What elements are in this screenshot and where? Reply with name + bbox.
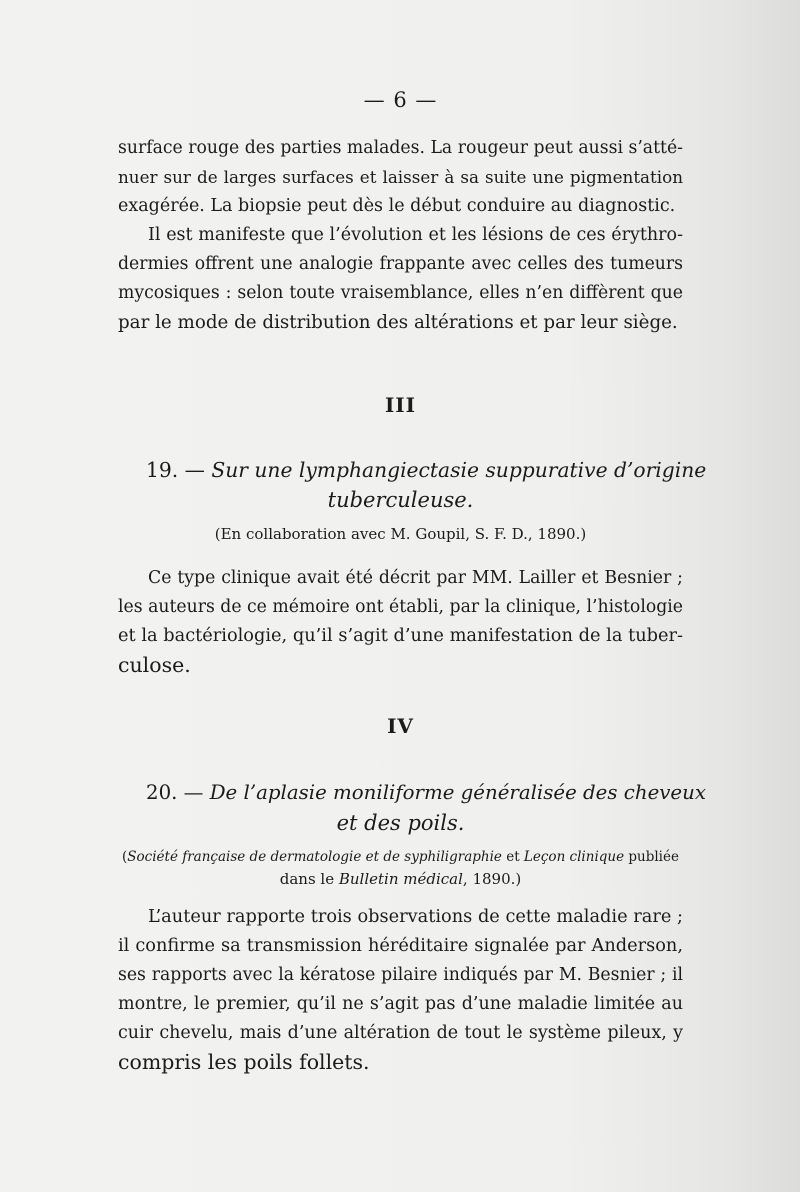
entry-title-line	[118, 778, 706, 808]
text-line: Ce type clinique avait été décrit par MM. Lailler et Besnier ;	[148, 568, 683, 588]
intro-paragraph	[118, 134, 683, 221]
entry-title-text: De l’aplasie moniliforme généralisée des cheveux	[209, 781, 706, 804]
text-line: et la bactériologie, qu’il s’agit d’une manifestation de la tuber-	[118, 626, 683, 646]
text-line: ses rapports avec la kératose pilaire indiqués par M. Besnier ; il	[118, 965, 683, 985]
text-line: surface rouge des parties malades. La rougeur peut aussi s’atté-	[118, 138, 683, 158]
section-numeral-iv: IV	[387, 714, 414, 738]
note-line: dans le Bulletin médical, 1890.)	[279, 870, 522, 888]
text-line: culose.	[118, 653, 191, 677]
section-numeral-iii: III	[384, 393, 417, 417]
analogy-paragraph	[118, 221, 683, 337]
text-line: cuir chevelu, mais d’une altération de tout le système pileux, y	[118, 1023, 683, 1043]
entry-20-title	[118, 778, 706, 838]
entry-20-note	[118, 846, 683, 890]
text-line: L’auteur rapporte trois observations de cette maladie rare ;	[148, 907, 683, 927]
text-line: Il est manifeste que l’évolution et les lésions de ces érythro-	[148, 225, 683, 245]
text-line: mycosiques : selon toute vraisemblance, elles n’en diffèrent que	[118, 283, 683, 303]
text-line: dermies offrent une analogie frappante avec celles des tumeurs	[118, 254, 683, 274]
note-italic: Leçon clinique	[523, 849, 625, 865]
text-line: montre, le premier, qu’il ne s’agit pas d’une maladie limitée au	[118, 994, 683, 1014]
entry-title-line	[118, 455, 707, 485]
entry-title-line: tuberculeuse.	[327, 488, 474, 512]
text-line: exagérée. La biopsie peut dès le début conduire au diagnostic.	[118, 196, 676, 216]
entry-20-body	[118, 903, 683, 1077]
text-line: les auteurs de ce mémoire ont établi, par la clinique, l’histologie	[118, 597, 683, 617]
entry-title-text: Sur une lymphangiectasie suppurative d’origine	[211, 458, 707, 482]
page-number: — 6 —	[363, 88, 438, 112]
entry-19-note: (En collaboration avec M. Goupil, S. F. D., 1890.)	[214, 525, 587, 543]
entry-19-title	[118, 455, 707, 515]
entry-number: 19. —	[146, 458, 205, 482]
text-line: nuer sur de larges surfaces et laisser à sa suite une pigmentation	[118, 167, 683, 187]
entry-number: 20. —	[146, 781, 204, 804]
note-italic: Bulletin médical	[338, 870, 463, 888]
entry-title-line: et des poils.	[336, 811, 465, 835]
note-italic: Société française de dermatologie et de syphiligraphie	[127, 849, 502, 865]
entry-19-body	[118, 564, 683, 680]
text-line: par le mode de distribution des altérations et par leur siège.	[118, 312, 678, 333]
note-line: (Société française de dermatologie et de syphiligraphie et Leçon clinique publiée	[122, 849, 679, 865]
text-line: il confirme sa transmission héréditaire signalée par Anderson,	[118, 936, 683, 956]
text-line: compris les poils follets.	[118, 1050, 370, 1074]
